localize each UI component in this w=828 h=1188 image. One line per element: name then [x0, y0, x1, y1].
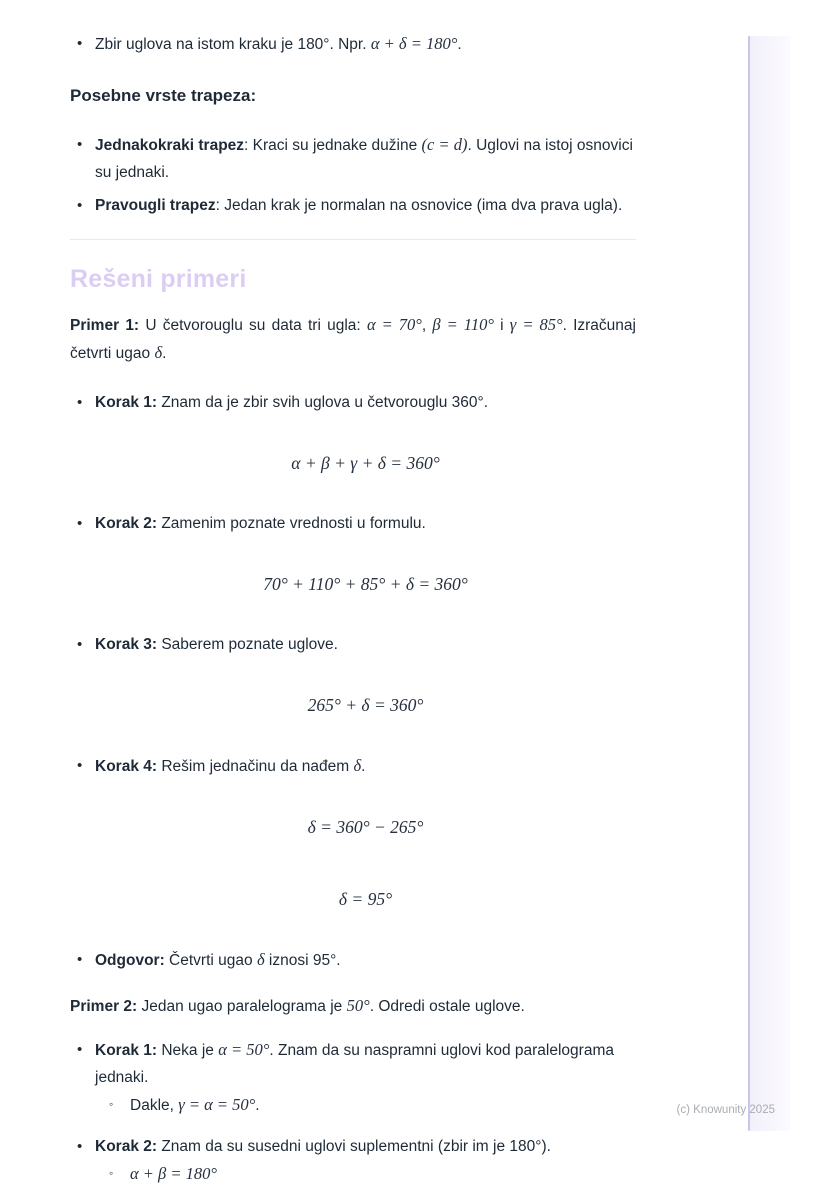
display-formula [70, 886, 636, 914]
term-label: Jednakokraki trapez [95, 137, 245, 154]
list-item-text [95, 946, 636, 974]
text-segment: Zbir uglova na istom kraku je 180°. Npr. [95, 36, 371, 53]
inline-math: α + β = 180° [130, 1164, 217, 1183]
display-formula [70, 692, 636, 720]
section-divider [70, 239, 636, 240]
text-segment: Rešim jednačinu da nađem [157, 758, 354, 775]
circle-bullet-icon: ◦ [109, 1166, 114, 1180]
text-segment: iznosi 95°. [264, 952, 341, 969]
list-item-sum-of-leg-angles [70, 30, 636, 58]
bullet-icon: • [77, 515, 83, 532]
step-label: Korak 1: [95, 394, 158, 411]
text-segment: . Uglovi na istoj osnovici su jednaki. [95, 137, 633, 181]
step-label: Korak 2: [95, 515, 158, 532]
inline-math: α + δ = 180° [370, 34, 458, 53]
bullet-icon: • [77, 636, 83, 653]
display-formula [70, 571, 636, 599]
term-label: Pravougli trapez [95, 197, 216, 214]
answer-label: Odgovor: [95, 952, 165, 969]
inline-math: γ = α = 50° [178, 1095, 256, 1114]
list-item-p2-korak2 [70, 1133, 636, 1188]
primer-label: Primer 2: [70, 998, 138, 1015]
sub-list-item-dakle [100, 1091, 636, 1119]
text-segment: Četvrti ugao [164, 952, 257, 969]
text-segment: , [421, 317, 433, 334]
inline-math: δ [154, 343, 163, 362]
text-segment: . [162, 345, 167, 362]
list-item-korak2 [70, 510, 636, 537]
text-segment: . [457, 36, 462, 53]
list-item-text [95, 389, 636, 416]
text-segment: : Jedan krak je normalan na osnovice (ima dva prava ugla). [215, 197, 623, 214]
bullet-icon: • [77, 394, 83, 411]
text-segment: i [493, 317, 510, 334]
formula-math: α + β + γ + δ = 360° [291, 453, 440, 473]
inline-math: 50° [346, 996, 370, 1015]
list-item-korak1 [70, 389, 636, 416]
bullet-icon: • [77, 757, 83, 774]
primer2-intro [70, 992, 636, 1020]
text-segment: Dakle, [130, 1097, 179, 1114]
text-segment: Neka je [157, 1042, 219, 1059]
list-item-text [95, 510, 636, 537]
inline-math: (c = d) [421, 135, 468, 154]
text-segment: Saberem poznate uglove. [157, 636, 338, 653]
step-label: Korak 1: [95, 1042, 158, 1059]
text-segment: Znam da su susedni uglovi suplementni (zbir im je 180°). [157, 1138, 551, 1155]
list-item-text [95, 131, 636, 186]
section-heading-reseni-primeri: Rešeni primeri [70, 265, 247, 293]
inline-math: α = 50° [218, 1040, 270, 1059]
bullet-icon: • [77, 136, 83, 153]
display-formula [70, 450, 636, 478]
list-item-pravougli-trapez [70, 192, 636, 219]
page-edge-line [748, 36, 750, 1131]
bullet-icon: • [77, 35, 83, 52]
formula-math: 70° + 110° + 85° + δ = 360° [263, 574, 468, 594]
page-edge-panel [750, 36, 791, 1131]
knowunity-watermark: (c) Knowunity 2025 [676, 1104, 775, 1116]
list-item-text [95, 631, 636, 658]
list-item-text [95, 192, 636, 219]
inline-math: δ [256, 950, 265, 969]
bullet-icon: • [77, 1041, 83, 1058]
text-segment: . Znam da su naspramni uglovi kod paralelograma jednaki. [95, 1042, 614, 1086]
display-formula [70, 814, 636, 842]
inline-math: α = 70° [366, 315, 422, 334]
sub-list-item-text [130, 1091, 636, 1119]
inline-math: δ [353, 756, 362, 775]
section-heading-posebne-vrste: Posebne vrste trapeza: [70, 86, 257, 105]
inline-math: γ = 85° [509, 315, 563, 334]
sub-list-item-text [130, 1160, 636, 1188]
list-item-text [95, 1133, 636, 1188]
text-segment: . Izračunaj četvrti ugao [70, 317, 636, 362]
list-item-text [95, 1036, 636, 1119]
sub-list-item-formula [100, 1160, 636, 1188]
step-label: Korak 4: [95, 758, 158, 775]
formula-math: 265° + δ = 360° [307, 695, 424, 715]
text-segment: Znam da je zbir svih uglova u četvorouglu 360°. [157, 394, 489, 411]
list-item-korak4 [70, 752, 636, 780]
text-segment: . [255, 1097, 260, 1114]
formula-math: δ = 360° − 265° [307, 817, 424, 837]
list-item-korak3 [70, 631, 636, 658]
bullet-icon: • [77, 1138, 83, 1155]
circle-bullet-icon: ◦ [109, 1097, 114, 1111]
step-label: Korak 3: [95, 636, 158, 653]
text-segment: : Kraci su jednake dužine [244, 137, 422, 154]
bullet-icon: • [77, 951, 83, 968]
list-item-p2-korak1 [70, 1036, 636, 1119]
primer1-steps [70, 389, 636, 974]
primer-label: Primer 1: [70, 317, 140, 334]
step-label: Korak 2: [95, 1138, 158, 1155]
list-item-text [95, 752, 636, 780]
primer1-intro [70, 311, 636, 367]
text-segment: Jedan ugao paralelograma je [137, 998, 347, 1015]
formula-math: δ = 95° [338, 889, 393, 909]
text-segment: U četvorouglu su data tri ugla: [139, 317, 367, 334]
text-segment: Zamenim poznate vrednosti u formulu. [157, 515, 426, 532]
text-segment: . [361, 758, 366, 775]
inline-math: β = 110° [432, 315, 494, 334]
bullet-icon: • [77, 197, 83, 214]
list-item-odgovor [70, 946, 636, 974]
list-item-text [95, 30, 636, 58]
text-segment: . Odredi ostale uglove. [369, 998, 525, 1015]
list-item-jednakokraki-trapez [70, 131, 636, 186]
document-content [70, 30, 636, 1188]
